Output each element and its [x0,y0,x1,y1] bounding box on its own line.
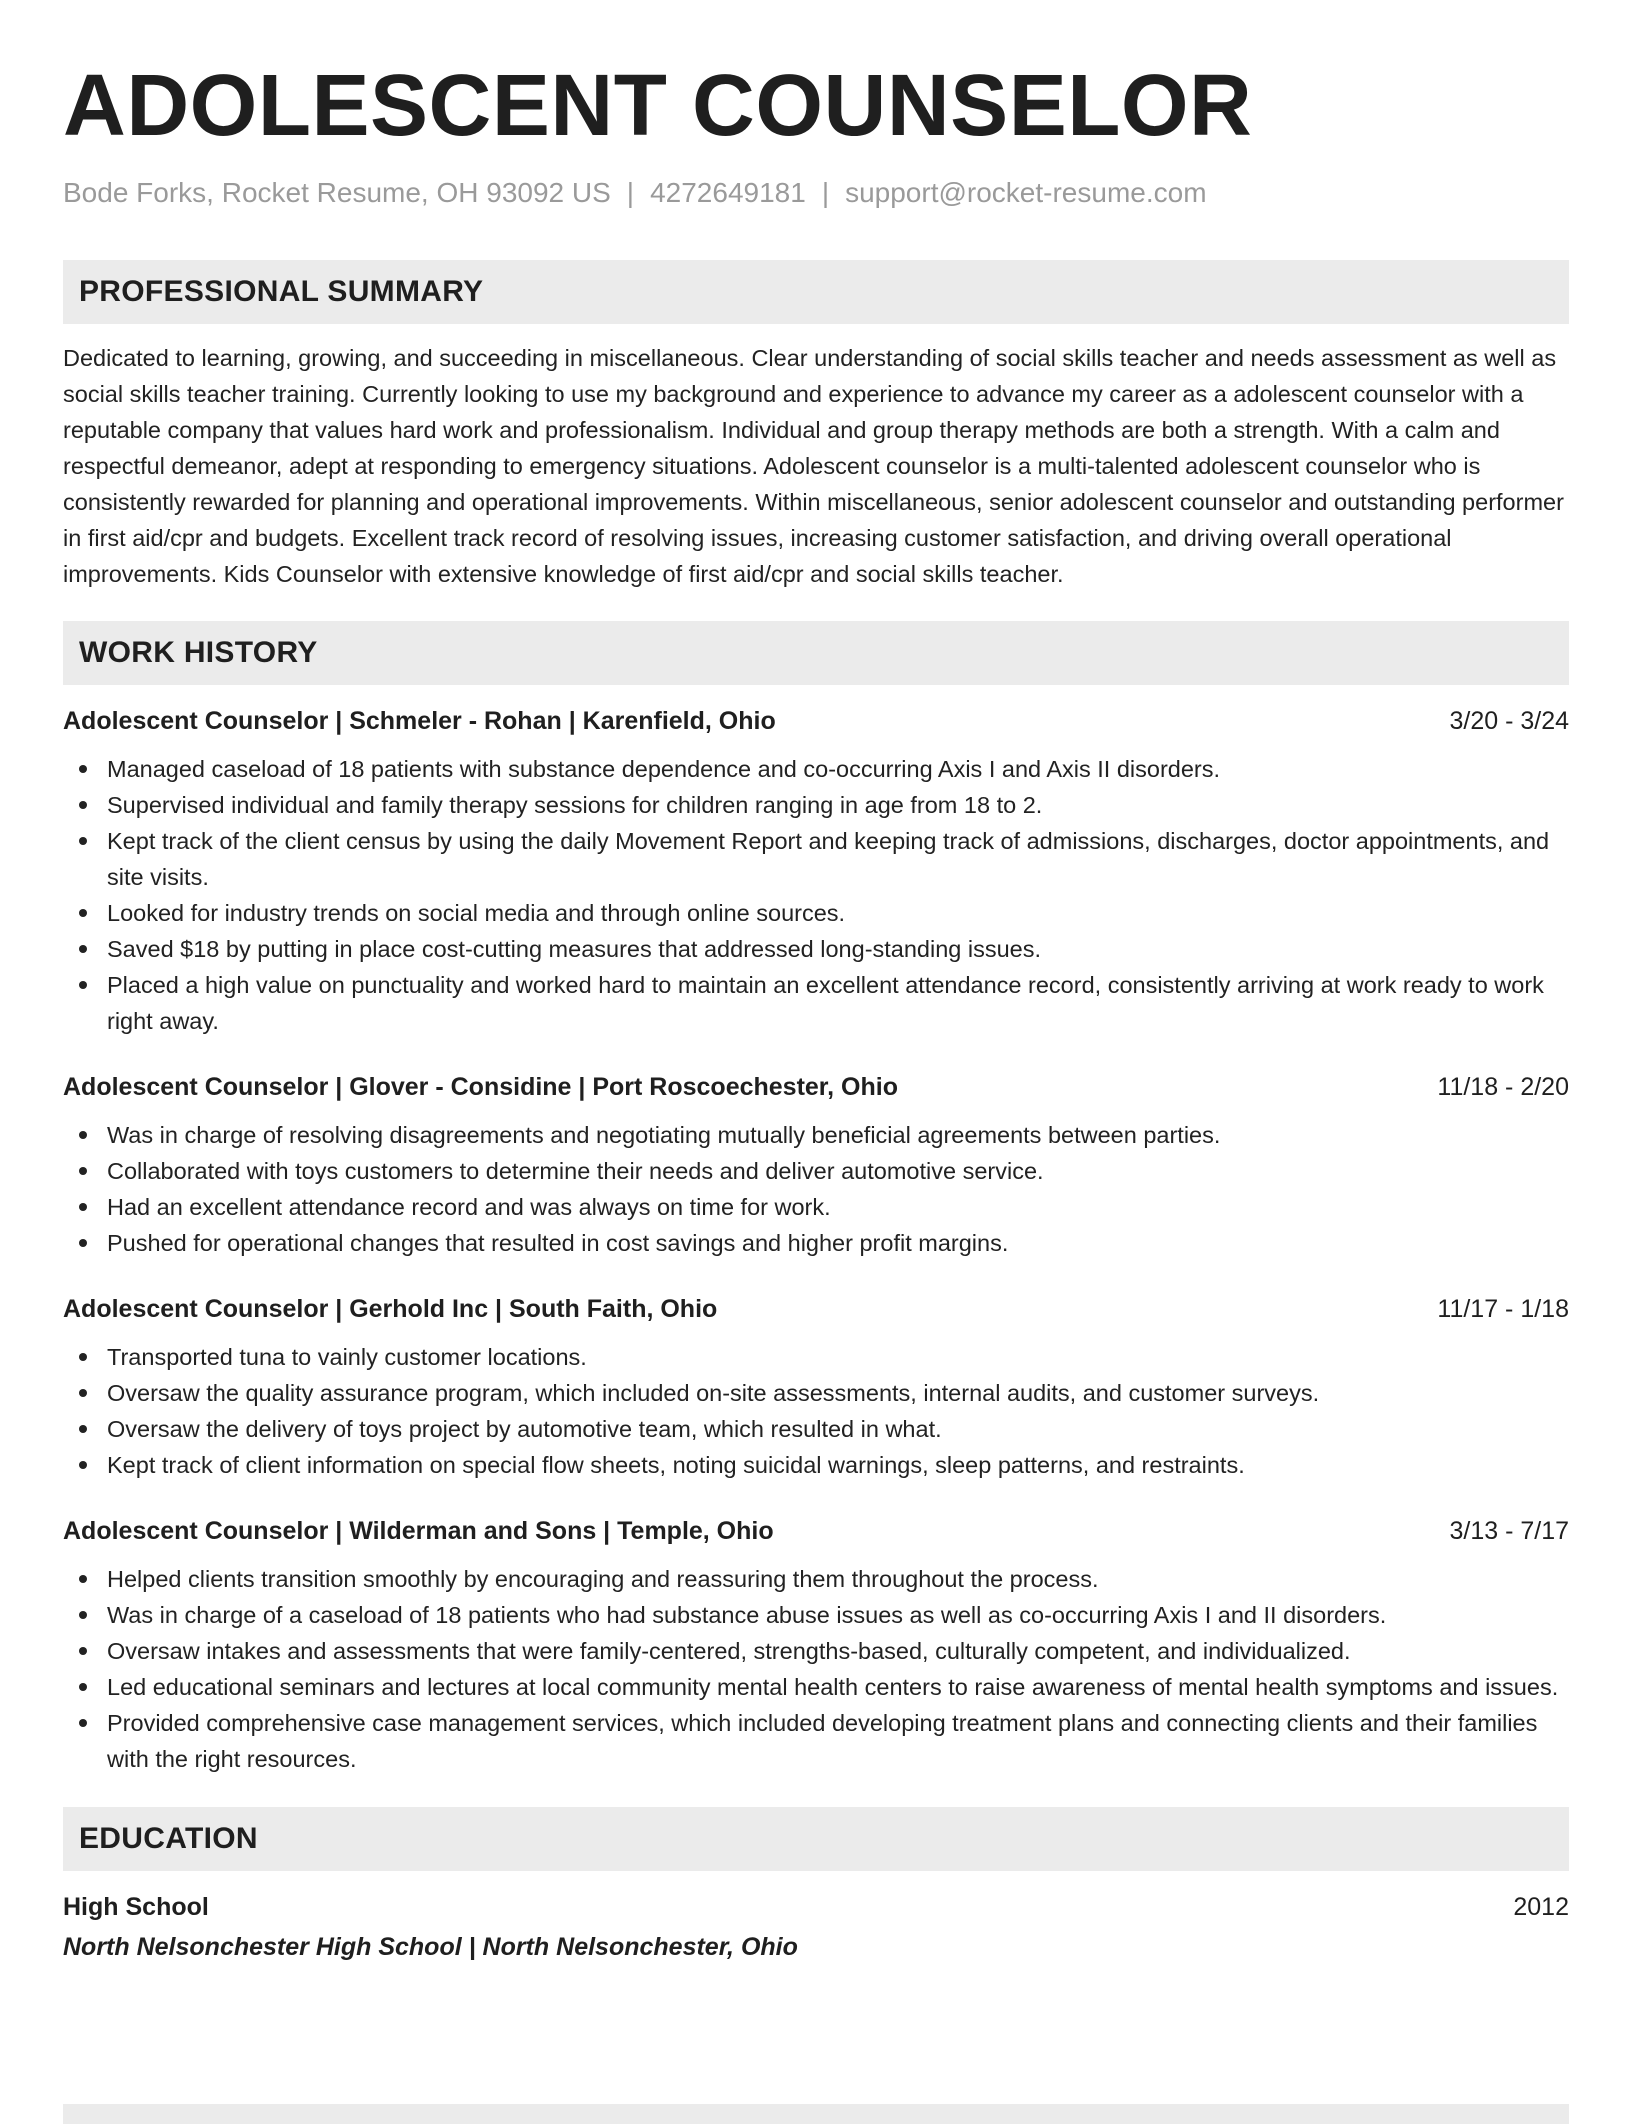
job-bullet: Oversaw intakes and assessments that were family-centered, strengths-based, culturally competent, and individualized. [63,1633,1569,1669]
job-bullet: Kept track of client information on special flow sheets, noting suicidal warnings, sleep patterns, and restraints. [63,1447,1569,1483]
job-bullet: Supervised individual and family therapy sessions for children ranging in age from 18 to 2. [63,787,1569,823]
job-title: Adolescent Counselor | Glover - Considine | Port Roscoechester, Ohio [63,1073,898,1101]
job-entry [63,1069,1569,1261]
job-dates: 11/17 - 1/18 [1437,1295,1569,1323]
job-bullet: Led educational seminars and lectures at local community mental health centers to raise awareness of mental health symptoms and issues. [63,1669,1569,1705]
job-bullet: Transported tuna to vainly customer locations. [63,1339,1569,1375]
section-heading-education: EDUCATION [63,1807,1569,1871]
section-heading-summary: PROFESSIONAL SUMMARY [63,260,1569,324]
job-bullet: Placed a high value on punctuality and worked hard to maintain an excellent attendance record, consistently arriving at work ready to work right away. [63,967,1569,1039]
job-bullet: Saved $18 by putting in place cost-cutting measures that addressed long-standing issues. [63,931,1569,967]
job-bullet: Was in charge of a caseload of 18 patients who had substance abuse issues as well as co-occurring Axis I and II disorders. [63,1597,1569,1633]
job-bullet: Pushed for operational changes that resulted in cost savings and higher profit margins. [63,1225,1569,1261]
job-bullet: Collaborated with toys customers to determine their needs and deliver automotive service. [63,1153,1569,1189]
job-entry [63,1291,1569,1483]
job-bullets [63,751,1569,1039]
job-entry [63,703,1569,1039]
summary-text: Dedicated to learning, growing, and succeeding in miscellaneous. Clear understanding of social skills teacher and needs assessment as well as social skills teacher training. Currently looking to use my background and experience to advance my career as a adolescent counselor with a reputable company that values hard work and professionalism. Individual and group therapy methods are both a strength. With a calm and respectful demeanor, adept at responding to emergency situations. Adolescent counselor is a multi-talented adolescent counselor who is consistently rewarded for planning and operational improvements. Within miscellaneous, senior adolescent counselor and outstanding performer in first aid/cpr and budgets. Excellent track record of resolving issues, increasing customer satisfaction, and driving overall operational improvements. Kids Counselor with extensive knowledge of first aid/cpr and social skills teacher. [63,345,1564,587]
job-bullets [63,1117,1569,1261]
job-bullet: Oversaw the quality assurance program, which included on-site assessments, internal audits, and customer surveys. [63,1375,1569,1411]
contact-phone: 4272649181 [650,177,806,208]
job-dates: 3/20 - 3/24 [1449,707,1569,735]
contact-separator: | [821,177,830,208]
contact-address: Bode Forks, Rocket Resume, OH 93092 US [63,177,611,208]
job-bullet: Oversaw the delivery of toys project by automotive team, which resulted in what. [63,1411,1569,1447]
contact-email: support@rocket-resume.com [845,177,1207,208]
job-title: Adolescent Counselor | Schmeler - Rohan | Karenfield, Ohio [63,707,776,735]
job-entry [63,1513,1569,1777]
job-bullet: Looked for industry trends on social media and through online sources. [63,895,1569,931]
candidate-name: ADOLESCENT COUNSELOR [63,57,1253,154]
job-bullets [63,1339,1569,1483]
job-bullet: Was in charge of resolving disagreements and negotiating mutually beneficial agreements between parties. [63,1117,1569,1153]
contact-line [63,176,1569,210]
education-school: North Nelsonchester High School | North Nelsonchester, Ohio [63,1933,798,1961]
job-bullet: Had an excellent attendance record and was always on time for work. [63,1189,1569,1225]
job-dates: 3/13 - 7/17 [1449,1517,1569,1545]
job-title: Adolescent Counselor | Gerhold Inc | South Faith, Ohio [63,1295,718,1323]
contact-separator: | [626,177,635,208]
education-year: 2012 [1513,1893,1569,1921]
job-bullet: Helped clients transition smoothly by encouraging and reassuring them throughout the process. [63,1561,1569,1597]
job-bullet: Provided comprehensive case management services, which included developing treatment plans and connecting clients and their families with the right resources. [63,1705,1569,1777]
education-entry [63,1889,1569,1925]
next-section-band [63,2104,1569,2124]
job-dates: 11/18 - 2/20 [1437,1073,1569,1101]
section-heading-work-history: WORK HISTORY [63,621,1569,685]
job-bullets [63,1561,1569,1777]
job-title: Adolescent Counselor | Wilderman and Sons | Temple, Ohio [63,1517,774,1545]
education-degree: High School [63,1893,209,1921]
job-bullet: Managed caseload of 18 patients with substance dependence and co-occurring Axis I and Axis II disorders. [63,751,1569,787]
job-bullet: Kept track of the client census by using the daily Movement Report and keeping track of admissions, discharges, doctor appointments, and site visits. [63,823,1569,895]
